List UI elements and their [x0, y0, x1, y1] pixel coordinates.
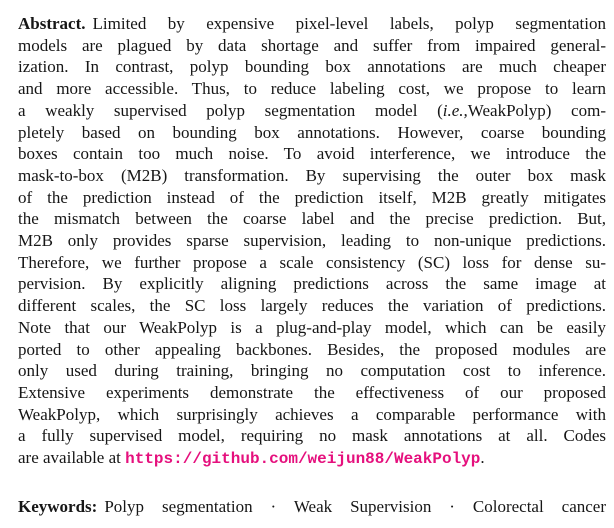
text-run: only used during training, bringing no computation cost to inference. — [18, 361, 606, 381]
abstract-line — [18, 295, 606, 317]
abstract-line — [18, 78, 606, 100]
text-run: ization. In contrast, polyp bounding box annotations are much cheaper — [18, 57, 606, 77]
abstract-line — [18, 165, 606, 187]
text-run: Note that our WeakPolyp is a plug-and-play model, which can be easily — [18, 317, 606, 337]
text-run: different scales, the SC loss largely reduces the variation of predictions. — [18, 296, 606, 316]
abstract-line — [18, 230, 606, 252]
text-run: and more accessible. Thus, to reduce labeling cost, we propose to learn — [18, 79, 606, 99]
abstract-line — [18, 425, 606, 447]
keywords-list: Polyp segmentation · Weak Supervision · Colorectal cancer — [104, 496, 606, 516]
abstract-line — [18, 208, 606, 230]
abstract-line — [18, 273, 606, 295]
text-run: boxes contain too much noise. To avoid interference, we introduce the — [18, 144, 606, 164]
text-run: of the prediction instead of the prediction itself, M2B greatly mitigates — [18, 187, 606, 207]
text-run: WeakPolyp) com- — [467, 100, 606, 120]
abstract-line — [18, 35, 606, 57]
abstract-line — [18, 382, 606, 404]
text-run: models are plagued by data shortage and suffer from impaired general- — [18, 35, 606, 55]
abstract-line — [18, 187, 606, 209]
abstract-heading: Abstract. — [18, 14, 86, 33]
abstract-line — [18, 404, 606, 426]
text-run: mask-to-box (M2B) transformation. By supervising the outer box mask — [18, 165, 606, 185]
text-run: WeakPolyp, which surprisingly achieves a comparable performance with — [18, 404, 606, 424]
keywords-line — [18, 496, 606, 518]
text-run: ported to other appealing backbones. Besides, the proposed modules are — [18, 339, 606, 359]
text-run: . — [480, 448, 485, 468]
text-run: pervision. By explicitly aligning predictions across the same image at — [18, 274, 606, 294]
abstract-line — [18, 447, 606, 471]
text-run: i.e., — [442, 100, 468, 120]
text-run: a fully supervised model, requiring no mask annotations at all. Codes — [18, 426, 606, 446]
abstract-line — [18, 143, 606, 165]
abstract-paragraph — [18, 13, 606, 471]
abstract-line — [18, 360, 606, 382]
text-run: Therefore, we further propose a scale consistency (SC) loss for dense su- — [18, 252, 606, 272]
abstract-line — [18, 100, 606, 122]
text-run: M2B only provides sparse supervision, leading to non-unique predictions. — [18, 231, 606, 251]
abstract-line — [18, 252, 606, 274]
text-run: pletely based on bounding box annotations. However, coarse bounding — [18, 122, 606, 142]
abstract-line — [18, 56, 606, 78]
text-run: the mismatch between the coarse label and the precise prediction. But, — [18, 209, 606, 229]
text-run: are available at — [18, 448, 126, 468]
text-run: a weakly supervised polyp segmentation model ( — [18, 100, 443, 120]
abstract-line — [18, 13, 606, 35]
text-run: Extensive experiments demonstrate the effectiveness of our proposed — [18, 382, 606, 402]
abstract-line — [18, 317, 606, 339]
abstract-line — [18, 339, 606, 361]
keywords-heading: Keywords: — [18, 496, 98, 516]
github-link[interactable]: https://github.com/weijun88/WeakPolyp — [125, 450, 481, 469]
abstract-line — [18, 122, 606, 144]
text-run: Limited by expensive pixel-level labels, polyp segmentation — [92, 14, 606, 33]
